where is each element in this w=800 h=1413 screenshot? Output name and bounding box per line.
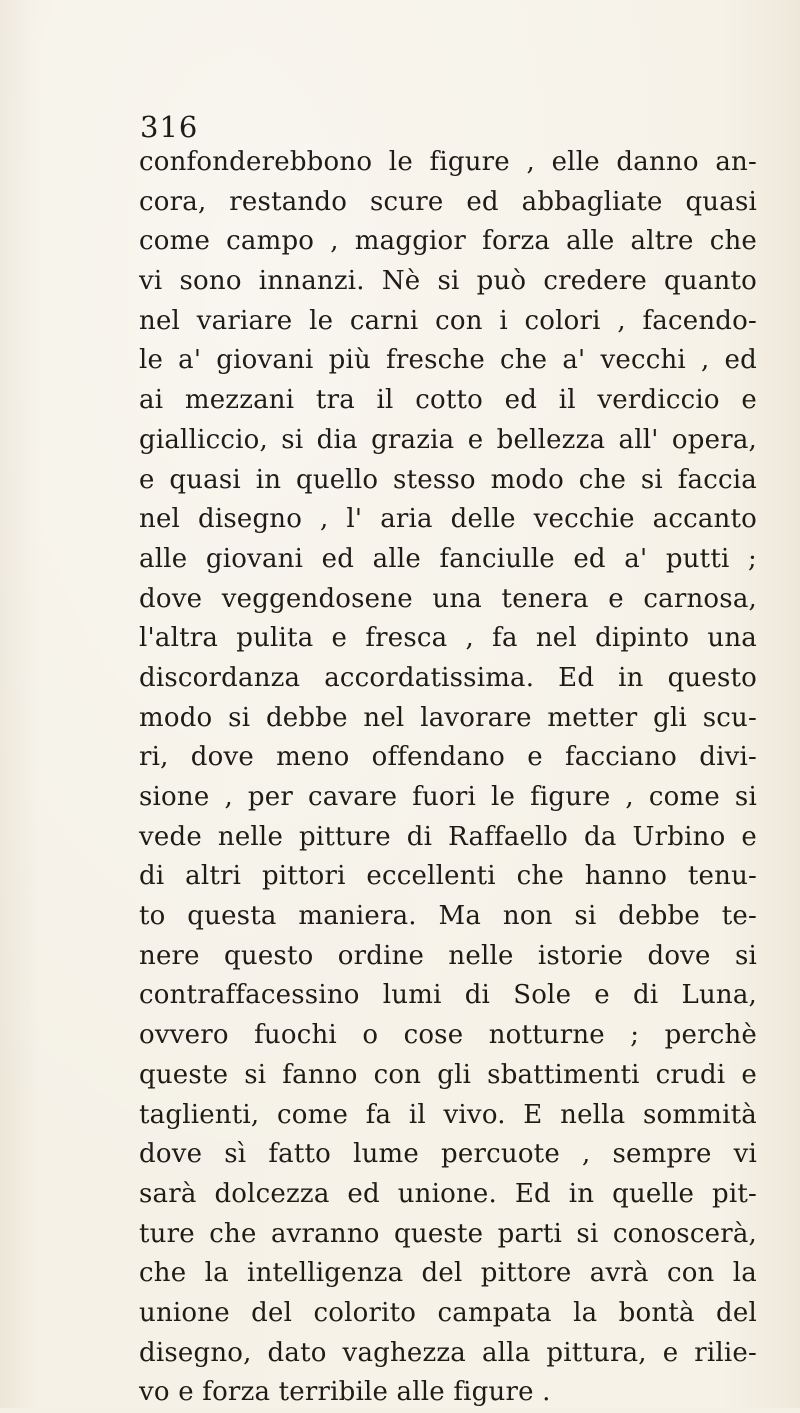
text-line: contraffacessino lumi di Sole e di Luna,	[139, 980, 757, 1011]
text-line: ai mezzani tra il cotto ed il verdiccio e	[139, 385, 757, 416]
text-line: taglienti, come fa il vivo. E nella sommità	[139, 1099, 757, 1130]
text-line: to questa maniera. Ma non si debbe te-	[139, 901, 757, 932]
text-line: e quasi in quello stesso modo che si faccia	[139, 464, 757, 495]
text-line: dove sì fatto lume percuote , sempre vi	[139, 1139, 757, 1170]
text-line: vede nelle pitture di Raffaello da Urbino e	[139, 821, 757, 852]
text-line: confonderebbono le figure , elle danno an-	[139, 147, 757, 177]
text-line: sarà dolcezza ed unione. Ed in quelle pit-	[139, 1178, 757, 1209]
text-line: ri, dove meno offendano e facciano divi-	[139, 742, 757, 773]
text-line: sione , per cavare fuori le figure , come si	[139, 782, 757, 812]
body-text	[139, 143, 757, 1413]
text-line: vi sono innanzi. Nè si può credere quanto	[139, 266, 757, 297]
text-line: nel variare le carni con i colori , facendo-	[139, 305, 757, 336]
text-line: ture che avranno queste parti si conoscerà,	[139, 1218, 757, 1249]
text-line: gialliccio, si dia grazia e bellezza all' opera,	[139, 424, 757, 455]
text-line: unione del colorito campata la bontà del	[139, 1297, 757, 1328]
text-line: l'altra pulita e fresca , fa nel dipinto una	[139, 623, 757, 654]
text-line: dove veggendosene una tenera e carnosa,	[139, 583, 757, 614]
text-line: nel disegno , l' aria delle vecchie accanto	[139, 504, 757, 535]
text-line: disegno, dato vaghezza alla pittura, e rilie-	[139, 1337, 757, 1368]
text-line: di altri pittori eccellenti che hanno tenu-	[139, 861, 757, 892]
text-line: che la intelligenza del pittore avrà con la	[139, 1258, 757, 1289]
text-line: vo e forza terribile alle figure .	[139, 1377, 551, 1408]
text-line: queste si fanno con gli sbattimenti crudi e	[139, 1059, 757, 1090]
text-line: discordanza accordatissima. Ed in questo	[139, 662, 757, 693]
text-line: alle giovani ed alle fanciulle ed a' putti ;	[139, 543, 757, 574]
text-line: cora, restando scure ed abbagliate quasi	[139, 186, 757, 217]
text-line: nere questo ordine nelle istorie dove si	[139, 940, 757, 971]
text-line: le a' giovani più fresche che a' vecchi , ed	[139, 345, 757, 376]
text-line: modo si debbe nel lavorare metter gli scu-	[139, 702, 757, 733]
text-line: come campo , maggior forza alle altre che	[139, 226, 757, 257]
text-line: ovvero fuochi o cose notturne ; perchè	[139, 1020, 757, 1051]
page-number: 316	[140, 110, 199, 144]
